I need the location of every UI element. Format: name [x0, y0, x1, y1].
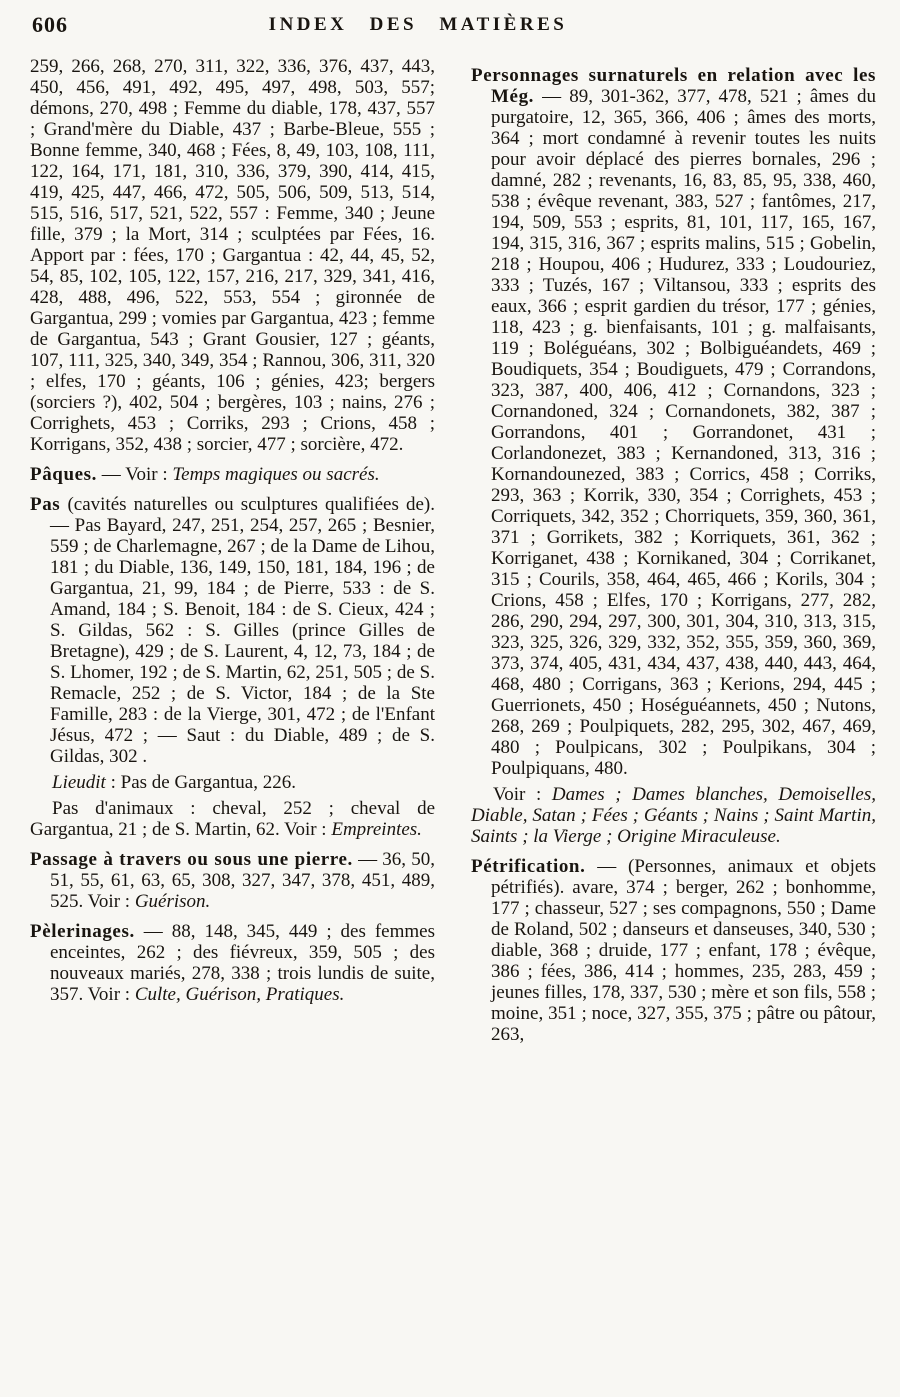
index-paragraph — [30, 772, 435, 793]
text-run: : Pas de Gargantua, 226. — [105, 772, 296, 793]
left-column — [30, 56, 435, 1045]
index-paragraph — [30, 56, 435, 455]
index-entry — [30, 494, 435, 767]
index-paragraph — [471, 784, 876, 847]
entry-headword: Personnages surnaturels en relation avec les Még. — [471, 65, 876, 107]
index-entry — [471, 65, 876, 779]
index-entry — [30, 921, 435, 1005]
text-columns — [30, 56, 876, 1045]
entry-headword: Pétrification. — [471, 856, 586, 877]
text-run: — 89, 301-362, 377, 478, 521 ; âmes du purgatoire, 12, 365, 366, 406 ; âmes des morts, 364 ; mort condamné à revenir toutes les nuits pour avoir déplacé des pierres bornales, 296 ; damné, 282 ; revenants, 16, 83, 85, 95, 338, 460, 538 ; évêque revenant, 383, 527 ; fantômes, 217, 194, 509, 553 ; esprits, 81, 101, 117, 165, 167, 194, 315, 316, 367 ; esprits malins, 515 ; Gobelin, 218 ; Houpou, 406 ; Hudurez, 333 ; Loudouriez, 333 ; Tuzés, 167 ; Viltansou, 333 ; esprits des eaux, 366 ; esprit gardien du trésor, 177 ; génies, 118, 423 ; g. bienfaisants, 101 ; g. malfaisants, 119 ; Boléguéans, 302 ; Bolbiguéandets, 469 ; Boudiquets, 354 ; Boudiguets, 479 ; Corrandons, 323, 387, 400, 406, 412 ; Cornandons, 323 ; Cornandoned, 324 ; Cornandonets, 382, 387 ; Gorrandons, 401 ; Gorrandonet, 431 ; Corlandonezet, 383 ; Kernandoned, 313, 316 ; Kornandounezed, 383 ; Corrics, 458 ; Corriks, 293, 363 ; Korrik, 330, 354 ; Corrighets, 453 ; Corriquets, 342, 352 ; Chorriquets, 359, 360, 361, 371 ; Gorrikets, 382 ; Korriquets, 361, 362 ; Korriganet, 438 ; Kornikaned, 304 ; Corrikanet, 315 ; Courils, 358, 464, 465, 466 ; Korils, 304 ; Crions, 458 ; Elfes, 170 ; Korrigans, 277, 282, 286, 290, 294, 297, 300, 301, 304, 310, 313, 315, 323, 325, 326, 329, 332, 352, 355, 359, 360, 369, 373, 374, 405, 431, 434, 437, 438, 440, 443, 464, 468, 480 ; Corrigans, 363 ; Kerions, 294, 445 ; Guerrionets, 450 ; Hoséguéannets, 450 ; Nutons, 268, 269 ; Poulpiquets, 282, 295, 302, 467, 469, 480 ; Poulpicans, 302 ; Poulpikans, 304 ; Poulpiquans, 480. — [491, 86, 876, 779]
index-entry — [471, 856, 876, 1045]
text-run: (cavités naturelles ou sculptures qualifiées de). — Pas Bayard, 247, 251, 254, 257, 265 ; Besnier, 559 ; de Charlemagne, 267 ; de la Dame de Lihou, 181 ; du Diable, 136, 149, 150, 181, 184, 196 ; de Gargantua, 21, 99, 184 ; de Pierre, 533 : de S. Amand, 184 ; S. Benoit, 184 : de S. Cieux, 424 ; S. Gildas, 562 : S. Gilles (prince Gilles de Bretagne), 429 ; de S. Laurent, 4, 12, 73, 184 ; de S. Lhomer, 192 ; de S. Martin, 62, 251, 505 ; de S. Remacle, 252 ; de S. Victor, 184 ; de la Ste Famille, 283 : de la Vierge, 301, 472 ; de l'Enfant Jésus, 472 ; — Saut : du Diable, 489 ; de S. Gildas, 302 . — [50, 494, 435, 767]
header-title: INDEX DES MATIÈRES — [268, 14, 568, 35]
page-header — [30, 12, 876, 46]
cross-reference: Culte, Guérison, Pratiques. — [134, 984, 345, 1005]
entry-headword: Pas — [30, 494, 61, 515]
cross-reference: Empreintes. — [331, 819, 422, 840]
cross-reference: Temps magiques ou sacrés. — [172, 464, 380, 485]
right-column — [471, 56, 876, 1045]
cross-reference: Lieudit — [52, 772, 106, 793]
cross-reference: Dames ; Dames blanches, Demoiselles, Diable, Satan ; Fées ; Géants ; Nains ; Saint Martin, Saints ; la Vierge ; Origine Miraculeuse. — [471, 784, 876, 847]
text-run: 259, 266, 268, 270, 311, 322, 336, 376, 437, 443, 450, 456, 491, 492, 495, 497, 498, 503, 557; démons, 270, 498 ; Femme du diable, 178, 437, 557 ; Grand'mère du Diable, 437 ; Barbe-Bleue, 555 ; Bonne femme, 340, 468 ; Fées, 8, 49, 103, 108, 111, 122, 164, 171, 181, 310, 336, 379, 390, 414, 415, 419, 425, 447, 466, 472, 505, 506, 509, 513, 514, 515, 516, 517, 521, 522, 557 : Femme, 340 ; Jeune fille, 379 ; la Mort, 314 ; sculptées par Fées, 16. Apport par : fées, 170 ; Gargantua : 42, 44, 45, 52, 54, 85, 102, 105, 122, 157, 216, 217, 329, 341, 416, 428, 488, 496, 522, 553, 554 ; gironnée de Gargantua, 299 ; vomies par Gargantua, 423 ; femme de Gargantua, 543 ; Grant Gousier, 127 ; géants, 107, 111, 325, 340, 349, 354 ; Rannou, 306, 311, 320 ; elfes, 170 ; géants, 106 ; génies, 423; bergers (sorciers ?), 402, 504 ; bergères, 103 ; nains, 276 ; Corrighets, 453 ; Corriks, 293 ; Crions, 458 ; Korrigans, 352, 438 ; sorcier, 477 ; sorcière, 472. — [30, 56, 435, 455]
entry-headword: Pâques. — [30, 464, 98, 485]
text-run: Pas d'animaux : cheval, 252 ; cheval de Gargantua, 21 ; de S. Martin, 62. Voir : — [30, 798, 435, 840]
entry-headword: Pèlerinages. — [30, 921, 135, 942]
cross-reference: Guérison. — [134, 891, 211, 912]
index-paragraph — [30, 798, 435, 840]
page-number: 606 — [32, 12, 68, 37]
text-run: — 88, 148, 345, 449 ; des femmes enceintes, 262 ; des fiévreux, 359, 505 ; des nouveaux mariés, 278, 338 ; trois lundis de suite, 357. Voir : — [50, 921, 435, 1005]
text-run: — 36, 50, 51, 55, 61, 63, 65, 308, 327, 347, 378, 451, 489, 525. Voir : — [50, 849, 435, 912]
text-run: — Voir : — [97, 464, 173, 485]
text-run: Voir : — [493, 784, 552, 805]
index-entry — [30, 464, 435, 485]
entry-headword: Passage à travers ou sous une pierre. — [30, 849, 353, 870]
text-run: — (Personnes, animaux et objets pétrifiés). avare, 374 ; berger, 262 ; bonhomme, 177 ; chasseur, 527 ; ses compagnons, 550 ; Dame de Roland, 502 ; danseurs et danseuses, 340, 530 ; diable, 368 ; druide, 177 ; enfant, 178 ; évêque, 386 ; fées, 386, 414 ; hommes, 235, 283, 459 ; jeunes filles, 178, 337, 530 ; mère et son fils, 558 ; moine, 351 ; noce, 327, 355, 375 ; pâtre ou pâtour, 263, — [491, 856, 876, 1045]
index-entry — [30, 849, 435, 912]
